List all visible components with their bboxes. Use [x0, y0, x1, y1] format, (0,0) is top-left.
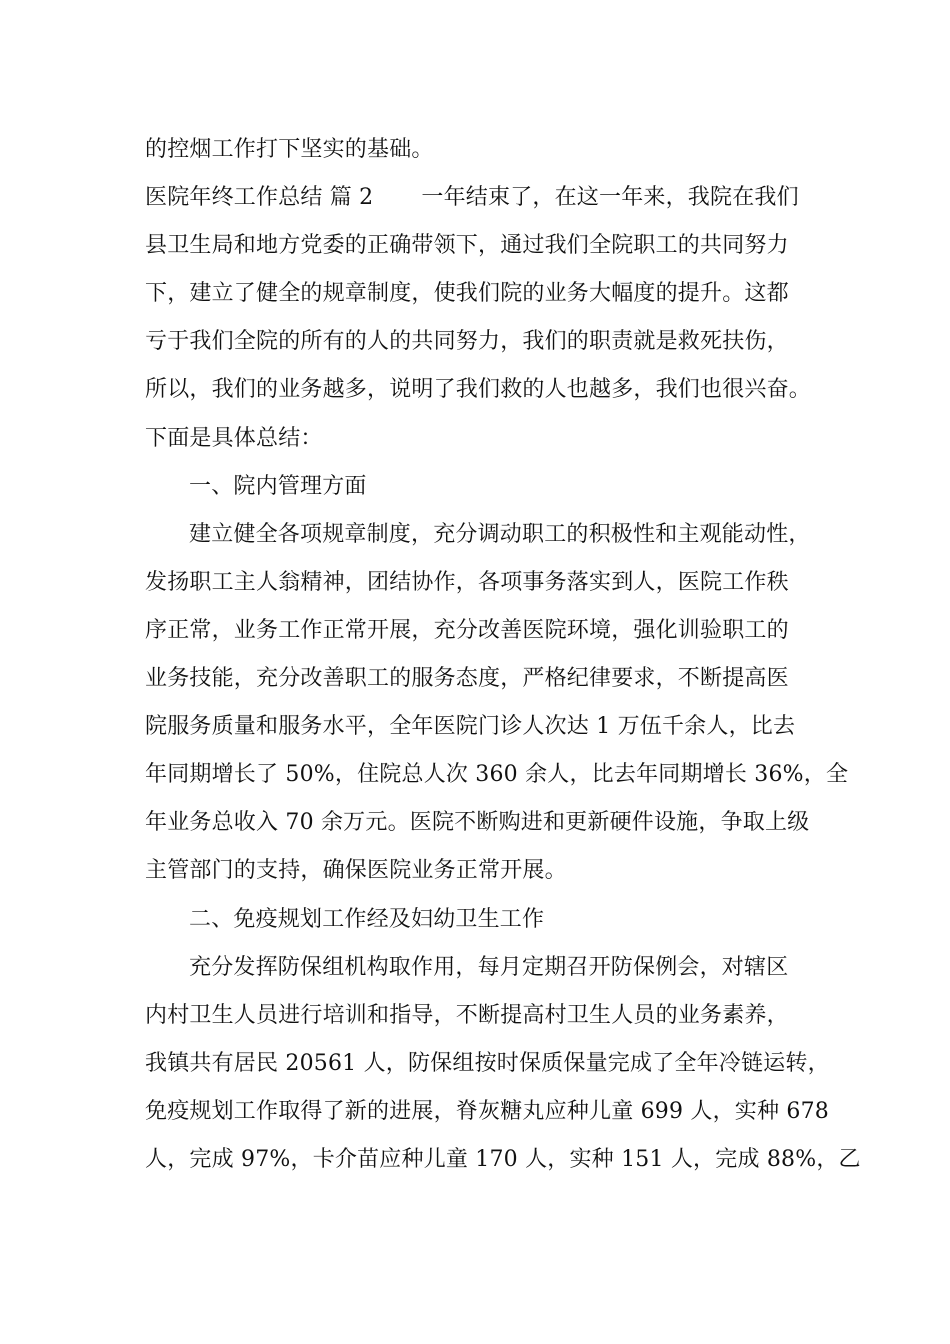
text-line: 主管部门的支持，确保医院业务正常开展。 — [145, 858, 567, 884]
text-line: 发扬职工主人翁精神，团结协作，各项事务落实到人，医院工作秩 — [145, 569, 789, 595]
document-body — [145, 126, 861, 1184]
paragraph-start: 充分发挥防保组机构取作用，每月定期召开防保例会，对辖区 — [189, 954, 789, 980]
text-line: 业务技能，充分改善职工的服务态度，严格纪律要求，不断提高医 — [145, 666, 789, 692]
text-line: 人，完成 97%，卡介苗应种儿童 170 人，实种 151 人，完成 88%，乙 — [145, 1146, 861, 1172]
text-line: 亏于我们全院的所有的人的共同努力，我们的职责就是救死扶伤， — [145, 329, 789, 355]
paragraph-start: 建立健全各项规章制度，充分调动职工的积极性和主观能动性， — [189, 521, 811, 547]
text-line: 下面是具体总结： — [145, 425, 323, 451]
text-line: 的控烟工作打下坚实的基础。 — [145, 137, 434, 162]
text-line: 一年结束了，在这一年来，我院在我们 — [421, 185, 799, 211]
text-line: 下，建立了健全的规章制度，使我们院的业务大幅度的提升。这都 — [145, 281, 789, 307]
text-line: 我镇共有居民 20561 人，防保组按时保质保量完成了全年冷链运转， — [145, 1050, 830, 1076]
text-line: 年同期增长了 50%，住院总人次 360 余人，比去年同期增长 36%，全 — [145, 762, 849, 788]
text-line: 院服务质量和服务水平，全年医院门诊人次达 1 万伍千余人，比去 — [145, 714, 796, 740]
text-line: 免疫规划工作取得了新的进展，脊灰糖丸应种儿童 699 人，实种 678 — [145, 1098, 829, 1124]
section-heading: 二、免疫规划工作经及妇幼卫生工作 — [189, 906, 545, 932]
section-heading: 一、院内管理方面 — [189, 473, 367, 499]
text-line: 年业务总收入 70 余万元。医院不断购进和更新硬件设施，争取上级 — [145, 810, 810, 836]
text-line: 所以，我们的业务越多，说明了我们救的人也越多，我们也很兴奋。 — [145, 377, 812, 403]
text-line: 县卫生局和地方党委的正确带领下，通过我们全院职工的共同努力 — [145, 233, 789, 259]
article-title: 医院年终工作总结 篇 2 — [145, 185, 374, 211]
text-line: 序正常，业务工作正常开展，充分改善医院环境，强化训验职工的 — [145, 617, 789, 643]
text-line: 内村卫生人员进行培训和指导，不断提高村卫生人员的业务素养， — [145, 1002, 789, 1028]
text-line-with-title — [145, 174, 835, 222]
